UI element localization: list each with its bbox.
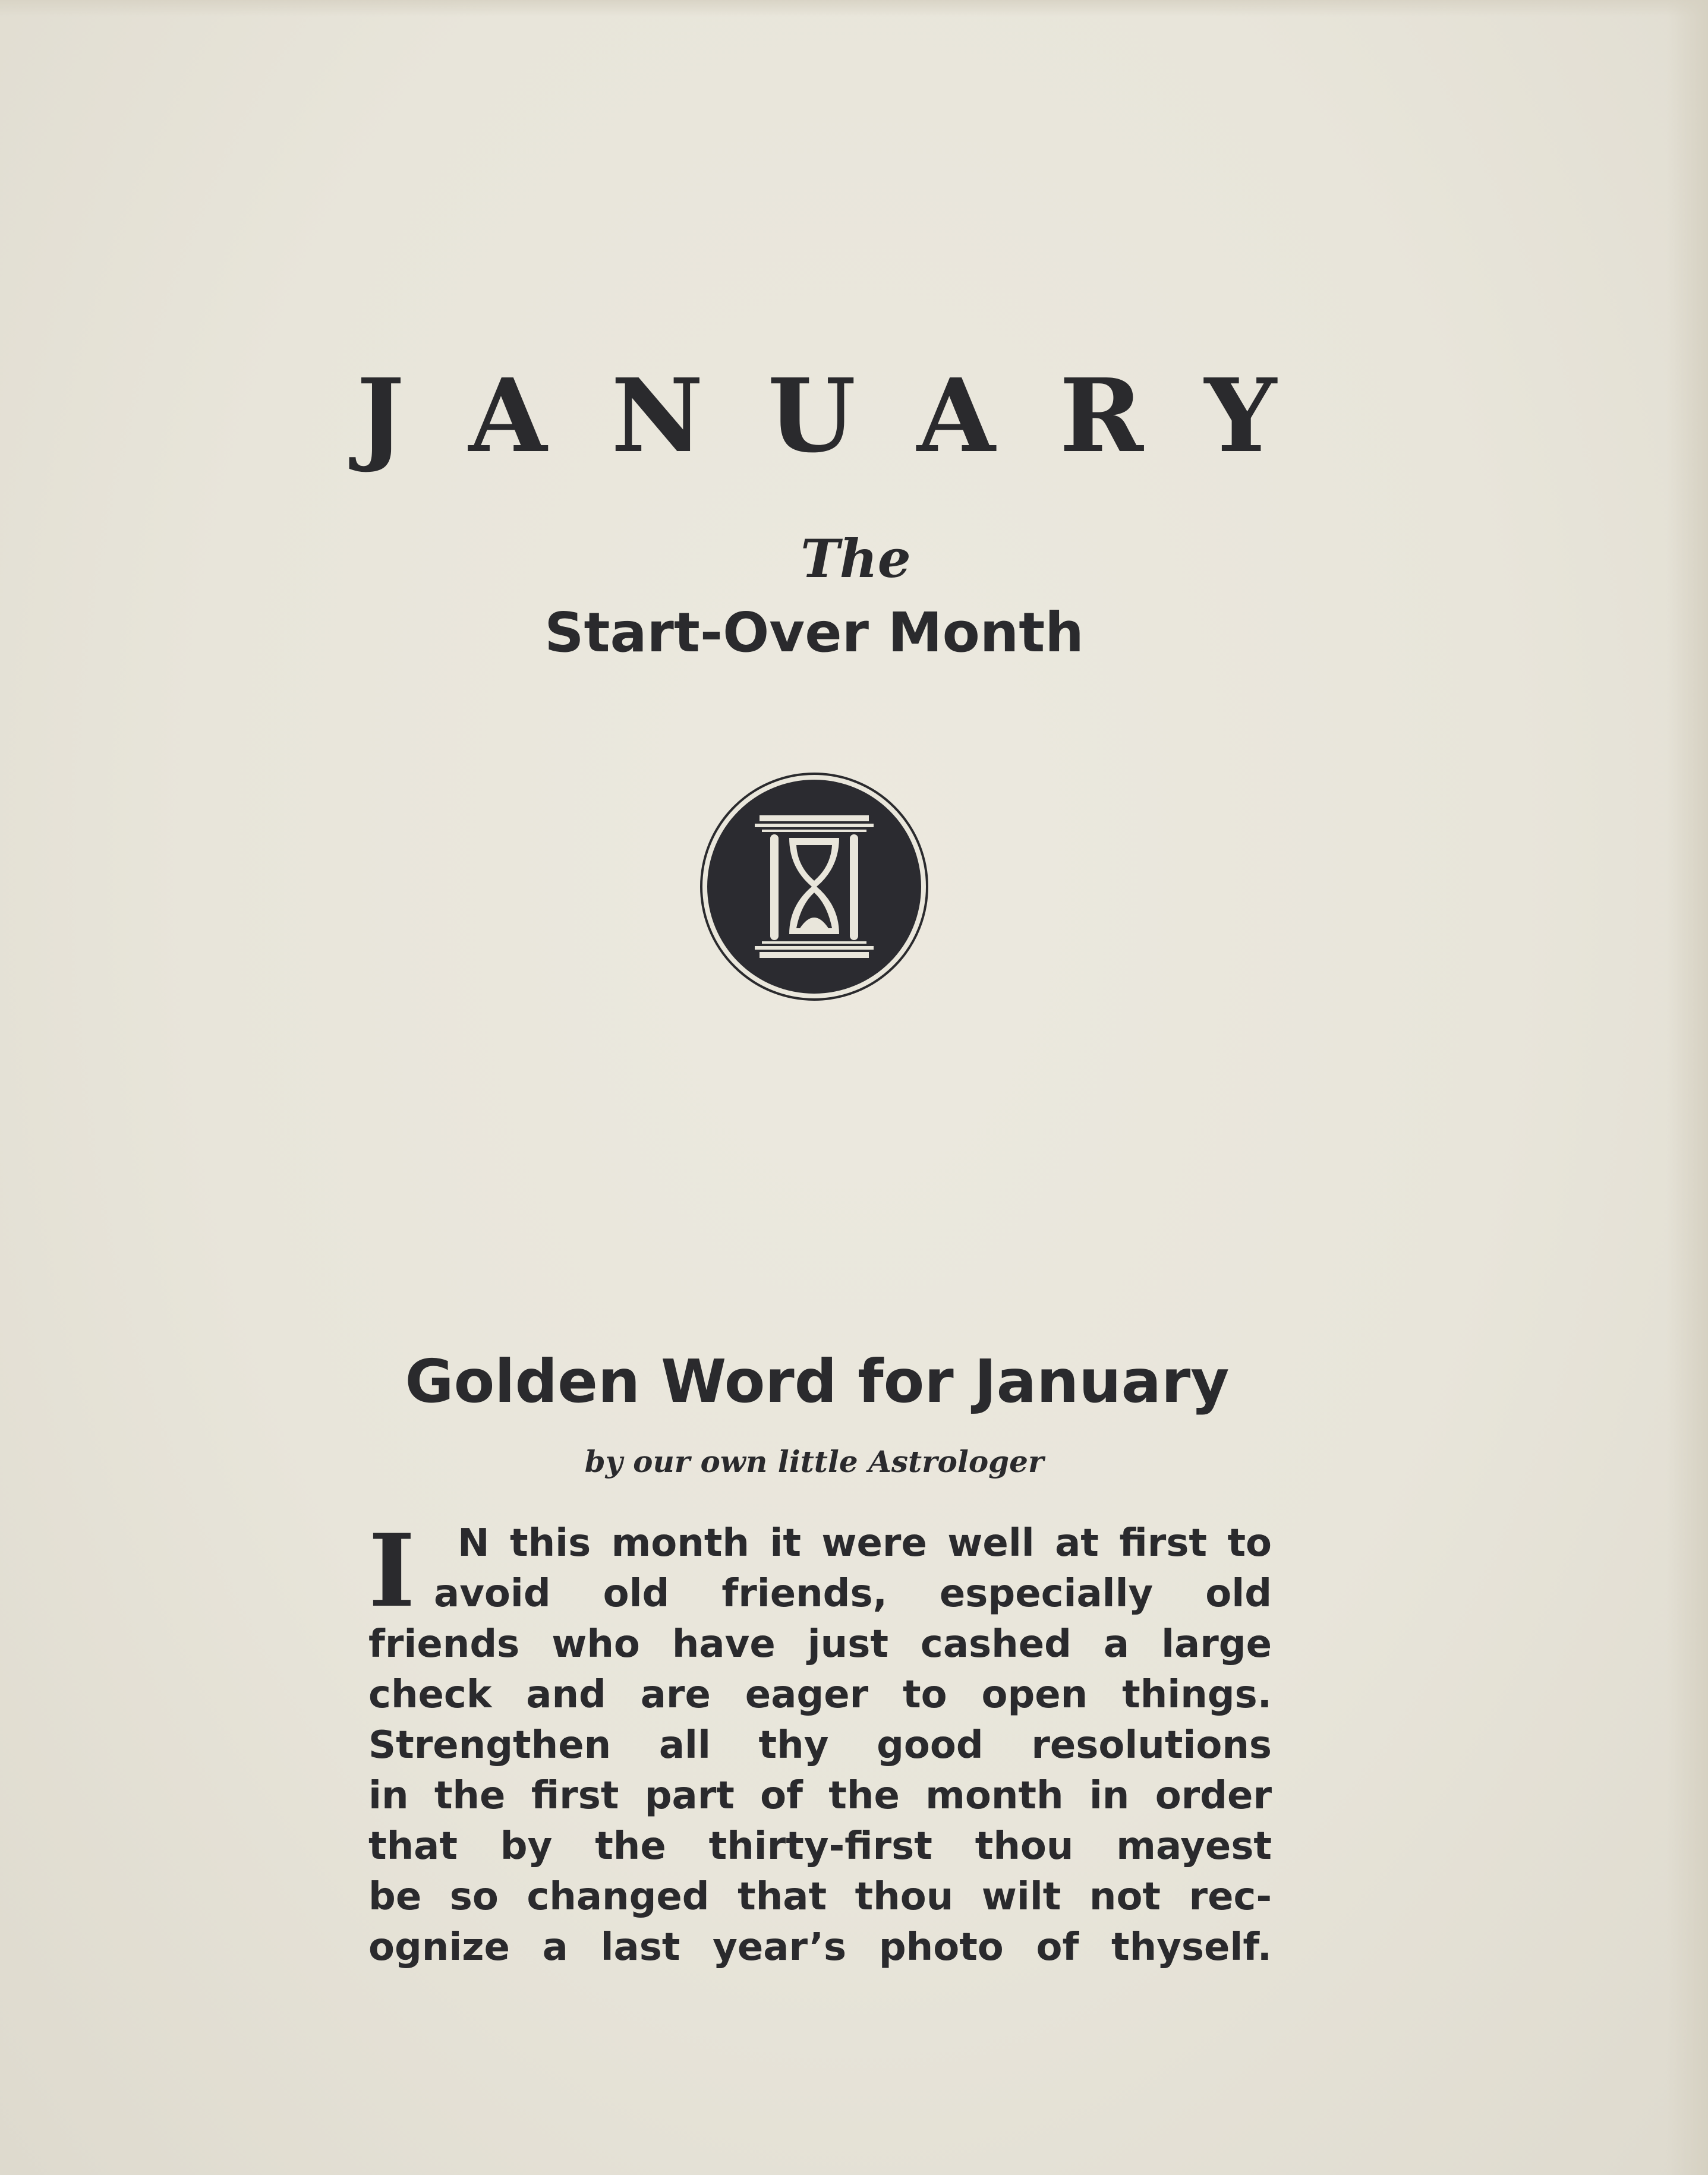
page-top-edge <box>0 0 1708 17</box>
page-right-edge <box>1666 0 1708 2175</box>
paragraph-line: in the first part of the month in order <box>368 1774 1272 1818</box>
drop-cap: I <box>368 1512 415 1629</box>
golden-word-heading: Golden Word for January <box>405 1347 1230 1416</box>
golden-word-paragraph <box>368 1512 1272 1982</box>
paragraph-line: friends who have just cashed a large <box>368 1622 1272 1666</box>
month-title: JANUARY <box>357 357 1341 475</box>
paragraph-line: Strengthen all thy good resolutions <box>368 1723 1272 1767</box>
hourglass-emblem-icon <box>700 773 929 1001</box>
paragraph-line: N this month it were well at first to <box>458 1521 1272 1565</box>
paragraph-line: ognize a last year’s photo of thyself. <box>368 1925 1272 1969</box>
page-subtitle: Start-Over Month <box>544 601 1084 664</box>
paragraph-line: check and are eager to open things. <box>368 1673 1272 1717</box>
paragraph-line: be so changed that thou wilt not rec- <box>368 1875 1272 1919</box>
paragraph-line: avoid old friends, especially old <box>434 1572 1272 1616</box>
astrologer-byline: by our own little Astrologer <box>584 1444 1044 1479</box>
paragraph-line: that by the thirty-first thou mayest <box>368 1824 1272 1868</box>
the-word: The <box>801 528 911 590</box>
